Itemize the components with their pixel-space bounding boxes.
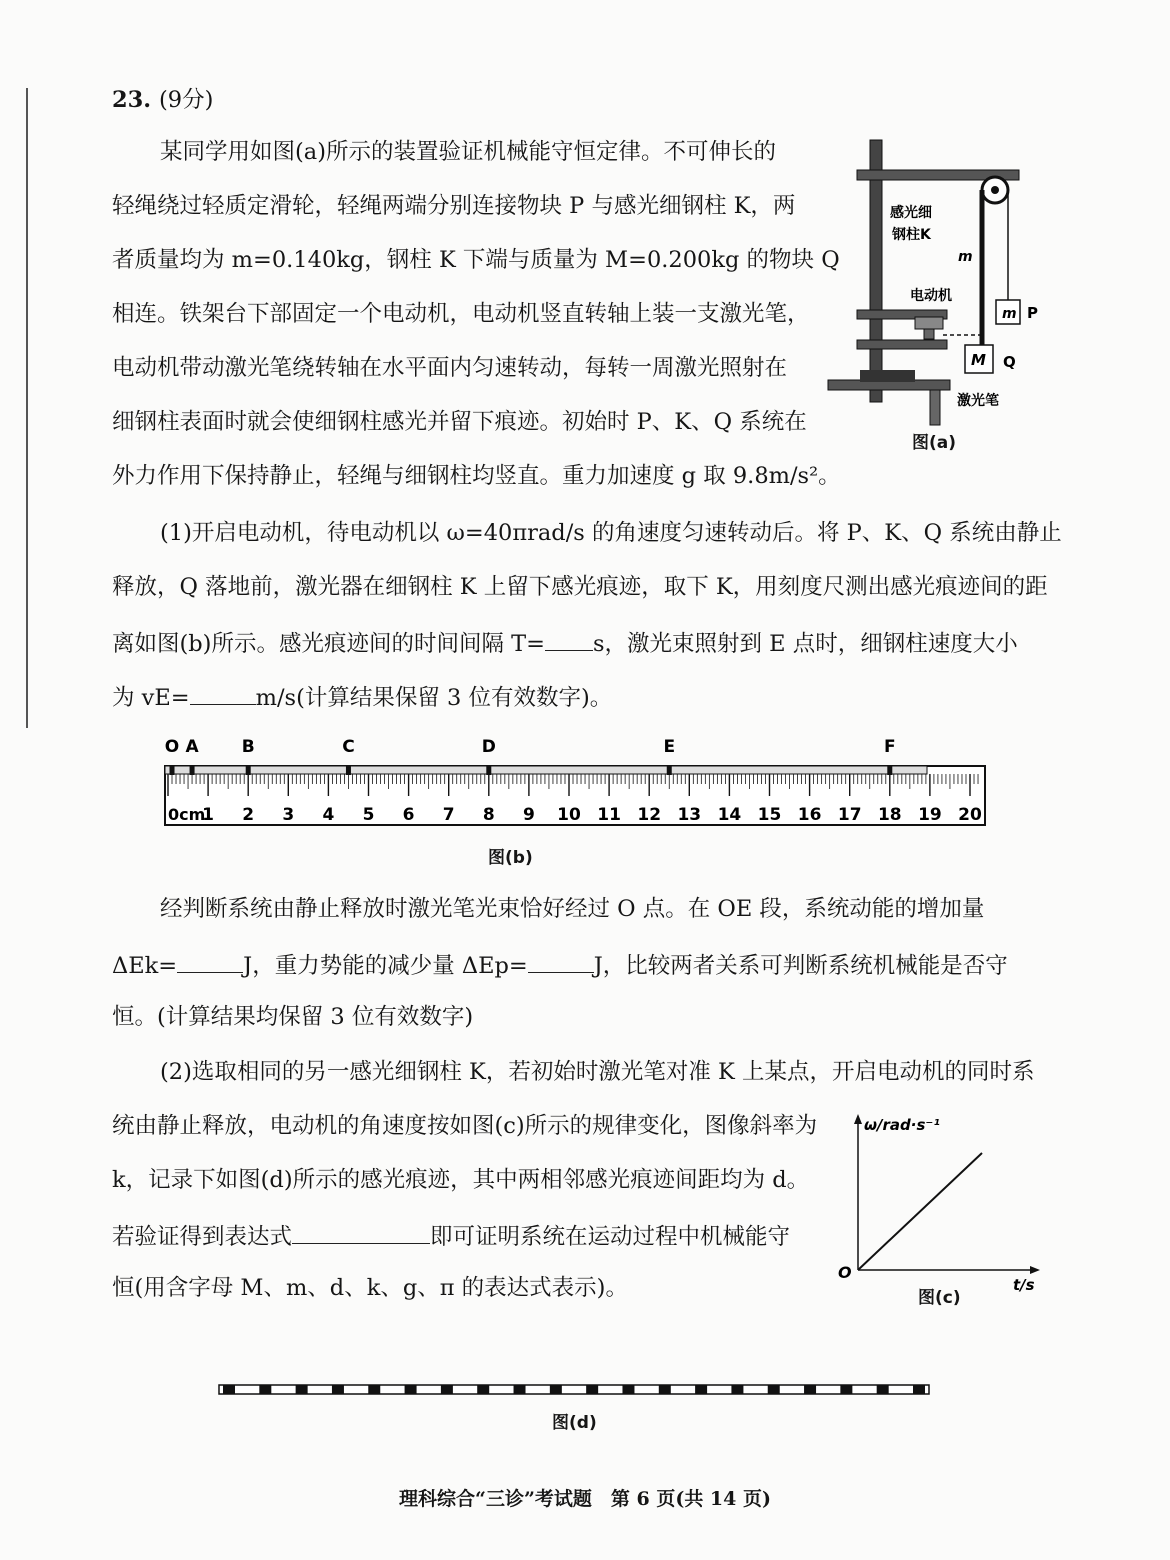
ruler-tick-label: 2 [242, 805, 255, 825]
rod-d-mark [804, 1385, 816, 1394]
part1b-text-compare: J，比较两者关系可判断系统机械能是否守 [593, 953, 1008, 979]
ruler-tick-label: 17 [837, 805, 862, 825]
ruler-tick-label: 1 [202, 805, 215, 825]
label-m-big: M [971, 351, 986, 369]
ruler-tick-label: 19 [918, 805, 942, 825]
ruler-tick-label: 13 [677, 805, 702, 825]
ruler-tick-label: 6 [402, 805, 415, 825]
rod-d-mark [259, 1385, 271, 1394]
label-motor: 电动机 [910, 288, 952, 304]
page-footer: 理科综合“三诊”考试题 第 6 页(共 14 页) [399, 1488, 771, 1510]
part2-line-3: k，记录下如图(d)所示的感光痕迹，其中两相邻感光痕迹间距均为 d。 [112, 1167, 810, 1193]
ruler-tick-label: 5 [362, 805, 375, 825]
rod-d-mark [477, 1385, 489, 1394]
figure-c-graph [830, 1110, 1050, 1310]
ruler-tick-label: 12 [637, 805, 662, 825]
trace-mark-C [346, 765, 351, 775]
question-number: 23. (9分) [112, 87, 214, 113]
rod-d-mark [695, 1385, 707, 1394]
y-axis-label: ω/rad·s⁻¹ [864, 1116, 940, 1134]
trace-label-D: D [481, 737, 496, 757]
left-margin-line [26, 88, 28, 728]
rod-d-mark [514, 1385, 526, 1394]
label-q: Q [1003, 353, 1016, 371]
x-axis-label: t/s [1013, 1276, 1035, 1294]
ruler-tick-label: 10 [557, 805, 581, 825]
trace-mark-F [887, 765, 892, 775]
part1-text-ve: 为 vE= [112, 685, 190, 711]
label-m-box: m [1002, 306, 1017, 322]
rod-d-mark [622, 1385, 634, 1394]
ruler-tick-label: 8 [482, 805, 495, 825]
part2-text-conserve: 即可证明系统在运动过程中机械能守 [430, 1224, 791, 1250]
ruler-tick-label: 18 [877, 805, 902, 825]
trace-label-F: F [883, 737, 896, 757]
trace-mark-O [170, 765, 175, 775]
trace-mark-B [246, 765, 251, 775]
figure-b-caption: 图(b) [488, 848, 533, 868]
part1b-text-ep: J，重力势能的减少量 ΔEp= [243, 953, 528, 979]
rod-d-mark [405, 1385, 417, 1394]
trace-label-B: B [241, 737, 255, 757]
ruler-tick-label: 20 [958, 805, 982, 825]
part1-line-4 [112, 680, 612, 713]
label-p: P [1027, 304, 1038, 322]
figure-c-caption: 图(c) [918, 1288, 961, 1308]
part1b-line-3: 恒。(计算结果均保留 3 位有效数字) [112, 1004, 474, 1030]
ruler-tick-label: 14 [717, 805, 742, 825]
figure-a-apparatus [820, 135, 1050, 455]
trace-label-C: C [342, 737, 355, 757]
part2-line-2: 统由静止释放，电动机的角速度按如图(c)所示的规律变化，图像斜率为 [112, 1113, 818, 1139]
intro-line-6: 细钢柱表面时就会使细钢柱感光并留下痕迹。初始时 P、K、Q 系统在 [112, 409, 807, 435]
blank-period-t[interactable] [545, 626, 593, 651]
part2-text-expr: 若验证得到表达式 [112, 1224, 293, 1250]
part1-text-speed: s，激光束照射到 E 点时，细钢柱速度大小 [592, 631, 1018, 657]
rod-d-mark [659, 1385, 671, 1394]
figure-d-rod [215, 1380, 935, 1400]
part2-line-1: (2)选取相同的另一感光细钢柱 K，若初始时激光笔对准 K 上某点，开启电动机的同时系 [160, 1059, 1035, 1085]
rod-d-mark [913, 1385, 925, 1394]
intro-line-7: 外力作用下保持静止，轻绳与细钢柱均竖直。重力加速度 g 取 9.8m/s²。 [112, 463, 841, 489]
trace-label-E: E [663, 737, 676, 757]
rod-d-mark [223, 1385, 235, 1394]
label-k2: 钢柱K [892, 227, 931, 243]
intro-line-3: 者质量均为 m=0.140kg，钢柱 K 下端与质量为 M=0.200kg 的物块 Q [112, 247, 840, 273]
rod-d-mark [586, 1385, 598, 1394]
label-laser: 激光笔 [957, 393, 999, 409]
label-k1: 感光细 [890, 205, 932, 221]
blank-velocity-e[interactable] [190, 680, 256, 705]
rod-d-mark [768, 1385, 780, 1394]
label-m: m [958, 249, 973, 265]
origin-label: O [838, 1263, 852, 1282]
trace-mark-D [486, 765, 491, 775]
part1b-line-2 [112, 948, 1008, 981]
rod-d-mark [368, 1385, 380, 1394]
blank-delta-ek[interactable] [177, 948, 243, 973]
part1b-line-1: 经判断系统由静止释放时激光笔光束恰好经过 O 点。在 OE 段，系统动能的增加量 [160, 896, 985, 922]
rod-d-mark [441, 1385, 453, 1394]
intro-line-5: 电动机带动激光笔绕转轴在水平面内匀速转动，每转一周激光照射在 [112, 355, 788, 381]
figure-b-ruler [150, 728, 1000, 833]
rod-d-mark [877, 1385, 889, 1394]
figure-a-caption: 图(a) [912, 433, 957, 453]
trace-label-O: O [164, 737, 180, 757]
trace-label-A: A [185, 737, 199, 757]
ruler-unit: 0cm [168, 805, 206, 824]
figure-d-caption: 图(d) [552, 1413, 597, 1433]
ruler-tick-label: 3 [282, 805, 295, 825]
part1-line-1: (1)开启电动机，待电动机以 ω=40πrad/s 的角速度匀速转动后。将 P、K、Q 系统由静止 [160, 520, 1062, 546]
part1-text-t: 离如图(b)所示。感光痕迹间的时间间隔 T= [112, 631, 545, 657]
blank-delta-ep[interactable] [528, 948, 594, 973]
trace-mark-A [190, 765, 195, 775]
part1-line-2: 释放，Q 落地前，激光器在细钢柱 K 上留下感光痕迹，取下 K，用刻度尺测出感光痕迹间的距 [112, 574, 1048, 600]
ruler-tick-label: 16 [797, 805, 822, 825]
omega-line [858, 1153, 982, 1270]
part1-line-3 [112, 626, 1018, 659]
part1b-text-ek: ΔEk= [112, 953, 178, 979]
ruler-tick-label: 9 [522, 805, 535, 825]
rod-d-mark [840, 1385, 852, 1394]
rod-d-mark [550, 1385, 562, 1394]
ruler-tick-label: 7 [442, 805, 455, 825]
part2-line-5: 恒(用含字母 M、m、d、k、g、π 的表达式表示)。 [112, 1275, 628, 1301]
ruler-tick-label: 15 [757, 805, 782, 825]
steel-rod-k [165, 766, 927, 774]
rod-d-mark [332, 1385, 344, 1394]
part1-text-unit: m/s(计算结果保留 3 位有效数字)。 [255, 685, 613, 711]
ruler-tick-label: 4 [322, 805, 335, 825]
trace-mark-E [667, 765, 672, 775]
rod-d-mark [731, 1385, 743, 1394]
intro-line-1: 某同学用如图(a)所示的装置验证机械能守恒定律。不可伸长的 [160, 139, 776, 165]
rod-d-mark [296, 1385, 308, 1394]
part2-line-4 [112, 1219, 790, 1252]
ruler-tick-label: 11 [597, 805, 621, 825]
intro-line-4: 相连。铁架台下部固定一个电动机，电动机竖直转轴上装一支激光笔， [112, 301, 810, 327]
blank-expression[interactable] [292, 1219, 430, 1244]
intro-line-2: 轻绳绕过轻质定滑轮，轻绳两端分别连接物块 P 与感光细钢柱 K，两 [112, 193, 796, 219]
